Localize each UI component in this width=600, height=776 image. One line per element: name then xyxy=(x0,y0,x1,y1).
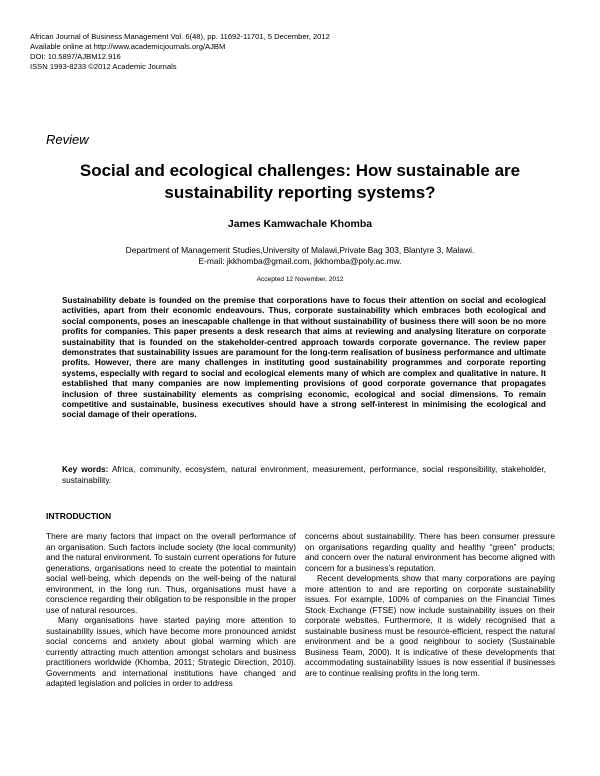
author-name: James Kamwachale Khomba xyxy=(227,218,373,230)
journal-header xyxy=(30,32,330,72)
author-email: E-mail: jkkhomba@gmail.com, jkkhomba@poly.ac.mw. xyxy=(198,256,402,266)
paragraph: Many organisations have started paying more attention to sustainability issues, which have become more pronounced amidst social concerns and anxiety about global warming which are currently attracting much attention amongst scholars and business practitioners worldwide (Khomba, 2011; Strategic Direction, 2010). Governments and international institutions have changed and adapted legislation and policies in order to address xyxy=(46,615,296,688)
issn: ISSN 1993-8233 ©2012 Academic Journals xyxy=(30,62,177,71)
paper-title: Social and ecological challenges: How sustainable are sustainability reporting systems? xyxy=(79,161,521,202)
journal-citation: African Journal of Business Management Vol. 6(48), pp. 11692-11701, 5 December, 2012 xyxy=(30,32,330,41)
doi: DOI: 10.5897/AJBM12.916 xyxy=(30,52,121,61)
paragraph: concerns about sustainability. There has been consumer pressure on organisations regarding quality and healthy “green” products; and concern over the natural environment has become aligned with concern for a business’s reputation. xyxy=(305,531,555,573)
section-heading-introduction: INTRODUCTION xyxy=(46,511,112,521)
article-type-label: Review xyxy=(46,132,89,147)
keywords-list: Africa, community, ecosystem, natural environment, measurement, performance, social responsibility, stakeholder, sustainability. xyxy=(62,464,546,485)
body-column-left xyxy=(46,531,296,689)
paragraph: There are many factors that impact on the overall performance of an organisation. Such factors include society (the local community) and the natural environment. To sustain current operations for future generations, organisations need to create the potential to maintain social well-being, which depends on the well-being of the natural environment, in the long run. Thus, organisations must have a conscience regarding their obligation to be responsible in the proper use of natural resources. xyxy=(46,531,296,615)
affiliation: Department of Management Studies,University of Malawi,Private Bag 303, Blantyre 3, Malawi. xyxy=(125,245,475,255)
abstract: Sustainability debate is founded on the premise that corporations have to focus their attention on social and ecological activities, apart from their economic endeavours. Thus, corporate sustainability which embraces both ecological and social components, poses an inescapable challenge in that without sustainability of business there will soon be no more profits for companies. This paper presents a desk research that aims at reviewing and analysing literature on corporate sustainability that is founded on the stakeholder-centred approach towards corporate governance. The review paper demonstrates that sustainability issues are paramount for the long-term realisation of business performance and ultimate profits. However, there are many challenges in instituting good sustainability programmes and corporate reporting systems, especially with regard to social and ecological elements many of which are complex and qualitative in nature. It established that many companies are now implementing provisions of good corporate governance that propagates inclusion of three sustainability elements as comprising economic, ecological and social dimensions. To remain competitive and sustainable, business executives should have a strong self-interest in minimising the ecological and social damage of their operations. xyxy=(62,295,546,420)
keywords xyxy=(62,464,546,485)
author-affiliation-block xyxy=(30,245,570,267)
paragraph: Recent developments show that many corporations are paying more attention to and are reporting on corporate sustainability issues. For example, 100% of companies on the Financial Times Stock Exchange (FTSE) now include sustainability issues on their corporate websites. Furthermore, it is widely recognised that a sustainable business must be resource-efficient, respect the natural environment and be a good neighbour to society (Sustainable Business Team, 2000). It is indicative of these developments that accommodating sustainability issues is now essential if businesses are to continue realising profits in the long term. xyxy=(305,573,555,678)
keywords-label: Key words: xyxy=(62,464,109,474)
accepted-date: Accepted 12 November, 2012 xyxy=(256,276,344,283)
body-column-right xyxy=(305,531,555,678)
online-availability: Available online at http://www.academicjournals.org/AJBM xyxy=(30,42,226,51)
